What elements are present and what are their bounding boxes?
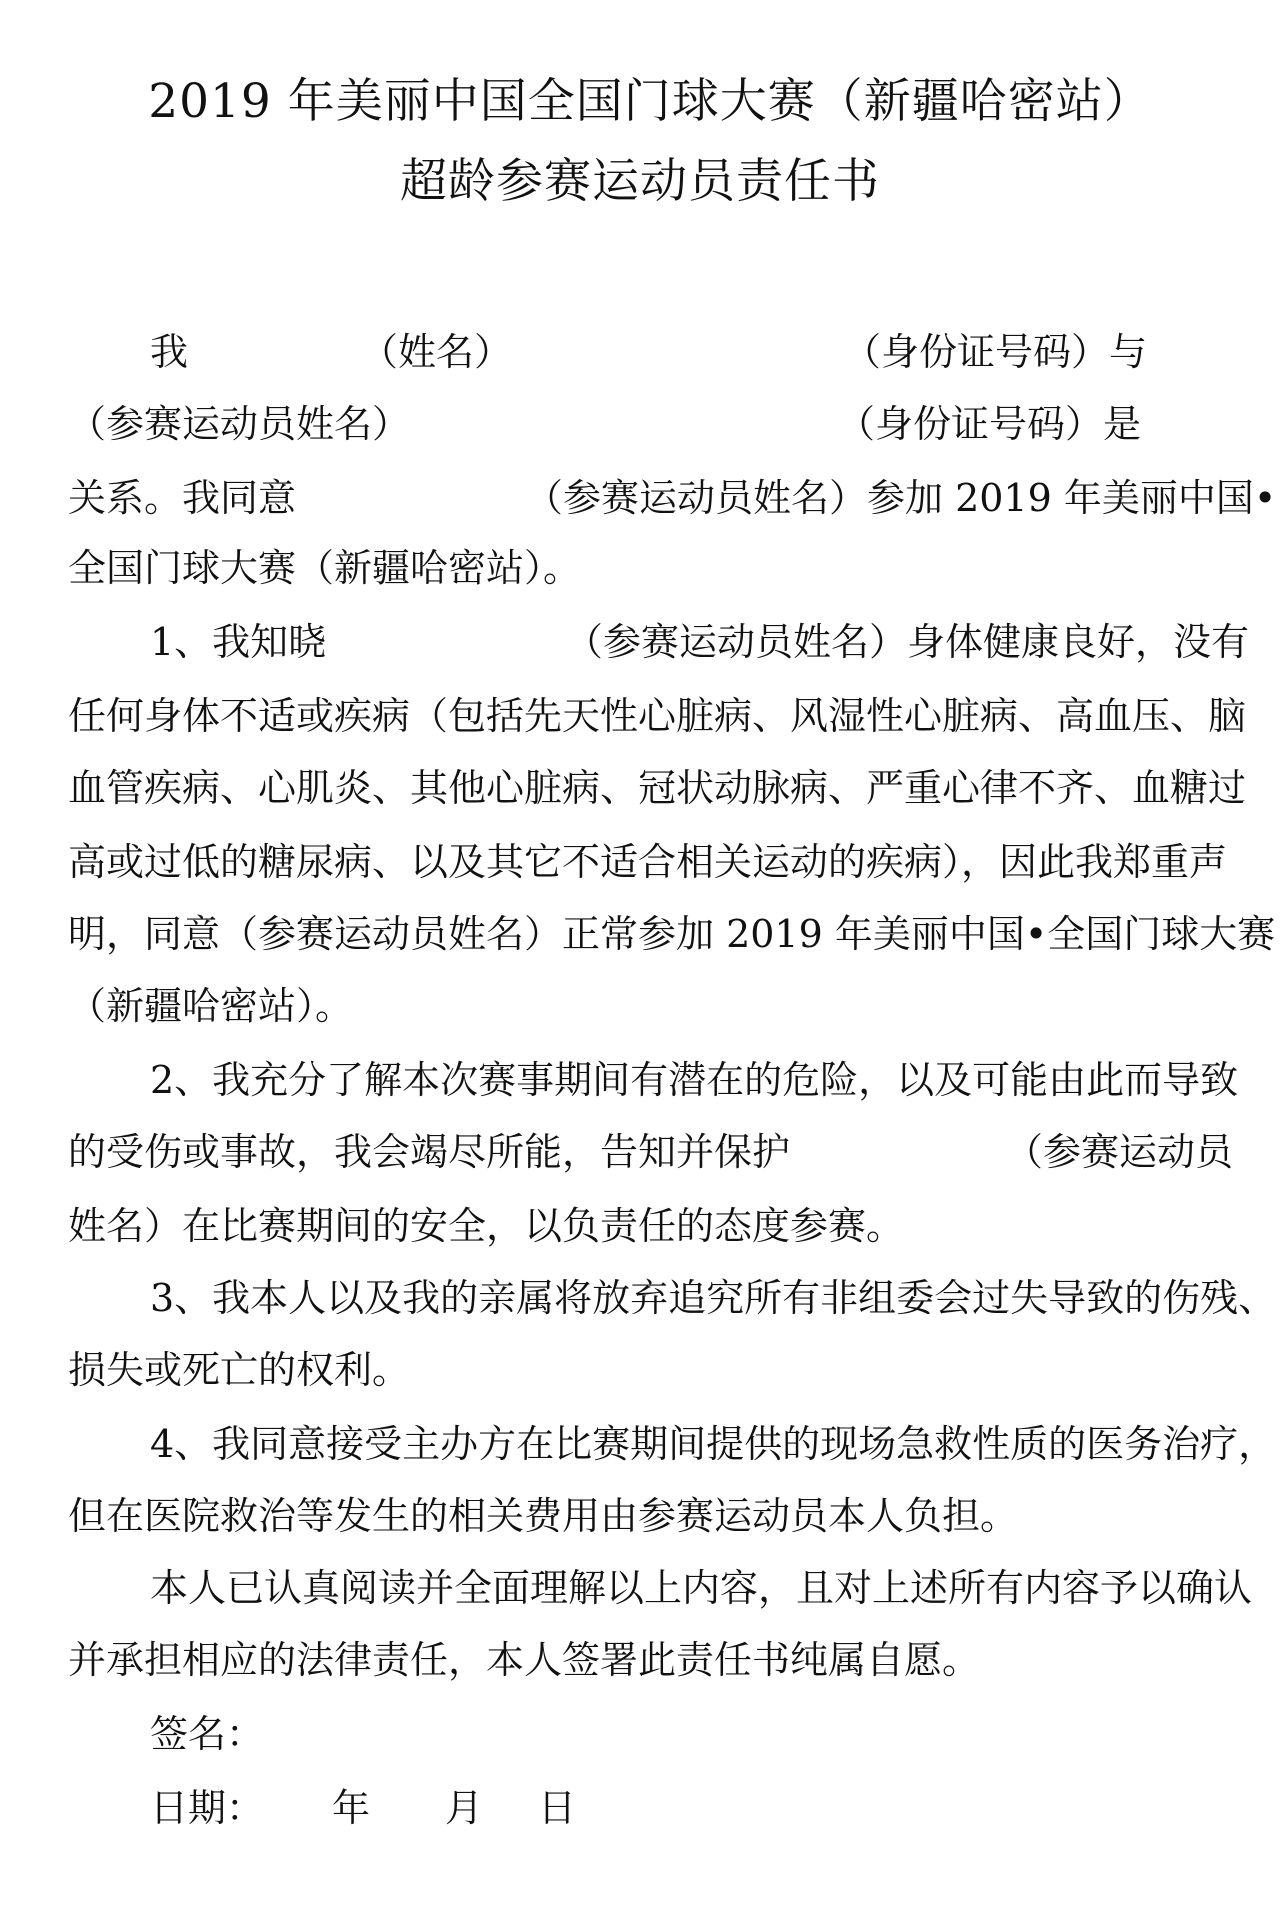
- intro-line1-c: （身份证号码）与: [843, 330, 1148, 374]
- item1-line3: 血管疾病、心肌炎、其他心脏病、冠状动脉病、严重心律不齐、血糖过: [68, 766, 1247, 810]
- intro-line2-b: （身份证号码）是: [837, 402, 1142, 446]
- item1-line6: （新疆哈密站）。: [68, 984, 354, 1028]
- intro-line1-a: 我: [150, 330, 189, 374]
- item1-line5: 明，同意（参赛运动员姓名）正常参加 2019 年美丽中国•全国门球大赛: [68, 912, 1276, 956]
- signature-label: 签名：: [150, 1712, 265, 1756]
- closing-line2: 并承担相应的法律责任，本人签署此责任书纯属自愿。: [68, 1638, 981, 1682]
- item4-line2: 但在医院救治等发生的相关费用由参赛运动员本人负担。: [68, 1494, 1019, 1538]
- intro-line4: 全国门球大赛（新疆哈密站）。: [68, 546, 582, 590]
- date-day-label: 日: [538, 1786, 577, 1830]
- intro-line3-a: 关系。我同意: [68, 476, 297, 520]
- item2-line3: 姓名）在比赛期间的安全，以负责任的态度参赛。: [68, 1204, 905, 1248]
- intro-line2-a: （参赛运动员姓名）: [68, 402, 411, 446]
- date-label: 日期：: [150, 1786, 265, 1830]
- item1-line1-b: （参赛运动员姓名）身体健康良好，没有: [565, 620, 1250, 664]
- item1-line1-a: 1、我知晓: [150, 620, 327, 664]
- item4-line1: 4、我同意接受主办方在比赛期间提供的现场急救性质的医务治疗，: [150, 1422, 1277, 1466]
- item1-line2: 任何身体不适或疾病（包括先天性心脏病、风湿性心脏病、高血压、脑: [68, 694, 1247, 738]
- closing-line1: 本人已认真阅读并全面理解以上内容，且对上述所有内容予以确认: [150, 1566, 1253, 1610]
- item3-line1: 3、我本人以及我的亲属将放弃追究所有非组委会过失导致的伤残、: [150, 1276, 1277, 1320]
- document-subtitle: 超龄参赛运动员责任书: [400, 154, 880, 209]
- document-title: 2019 年美丽中国全国门球大赛（新疆哈密站）: [148, 74, 1152, 129]
- date-month-label: 月: [445, 1786, 484, 1830]
- date-year-label: 年: [332, 1786, 371, 1830]
- item3-line2: 损失或死亡的权利。: [68, 1348, 411, 1392]
- intro-line3-b: （参赛运动员姓名）参加 2019 年美丽中国•: [525, 476, 1277, 520]
- item2-line2-b: （参赛运动员: [1005, 1130, 1234, 1174]
- item1-line4: 高或过低的糖尿病、以及其它不适合相关运动的疾病），因此我郑重声: [68, 840, 1228, 884]
- intro-line1-b: （姓名）: [360, 330, 513, 374]
- item2-line1: 2、我充分了解本次赛事期间有潜在的危险，以及可能由此而导致: [150, 1058, 1239, 1102]
- item2-line2-a: 的受伤或事故，我会竭尽所能，告知并保护: [68, 1130, 791, 1174]
